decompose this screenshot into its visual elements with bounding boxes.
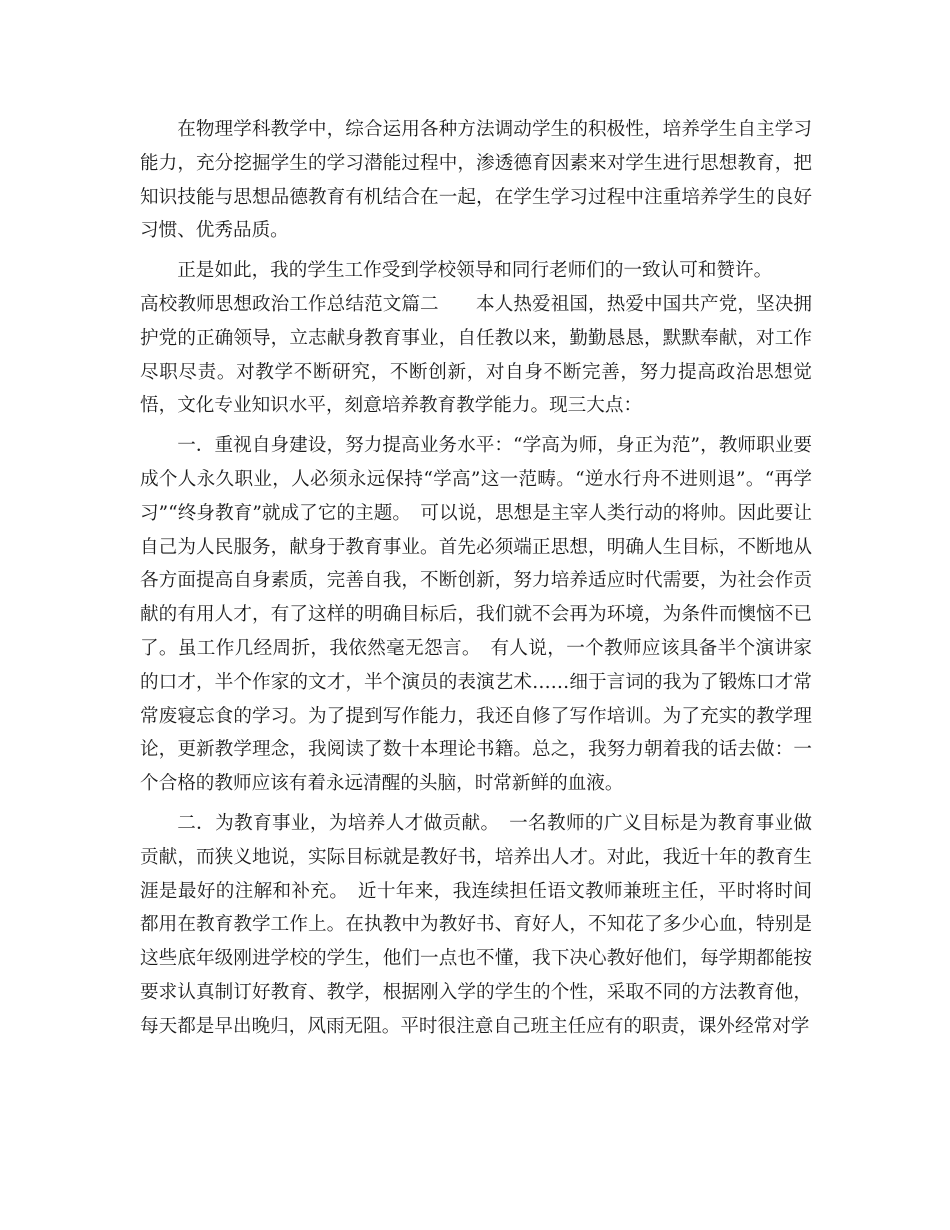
paragraph-physics-teaching: 在物理学科教学中，综合运用各种方法调动学生的积极性，培养学生自主学习能力，充分挖掘学生的学习潜能过程中，渗透德育因素来对学生进行思想教育，把知识技能与思想品德教育有机结合在一起，在学生学习过程中注重培养学生的良好习惯、优秀品质。 [140, 119, 812, 242]
paragraph-summary-intro: 高校教师思想政治工作总结范文篇二 本人热爱祖国，热爱中国共产党，坚决拥护党的正确领导，立志献身教育事业，自任教以来，勤勤恳恳，默默奉献，对工作尽职尽责。对教学不断研究，不断创新，对自身不断完善，努力提高政治思想觉悟，文化专业知识水平，刻意培养教育教学能力。现三大点： [140, 293, 812, 417]
paragraph-point-two: 二．为教育事业，为培养人才做贡献。 一名教师的广义目标是为教育事业做贡献，而狭义地说，实际目标就是教好书，培养出人才。对此，我近十年的教育生涯是最好的注解和补充。 近十年来，我连续担任语文教师兼班主任，平时将时间都用在教育教学工作上。在执教中为教好书、育好人，不知花了多少心血，特别是这些底年级刚进学校的学生，他们一点也不懂，我下决心教好他们，每学期都能按要求认真制订好教育、教学，根据刚入学的学生的个性，采取不同的方法教育他，每天都是早出晚归，风雨无阻。平时很注意自己班主任应有的职责，课外经常对学 [140, 812, 812, 1037]
document-body [140, 113, 812, 1044]
paragraph-recognition: 正是如此，我的学生工作受到学校领导和同行老师们的一致认可和赞许。 [177, 260, 773, 282]
paragraph-point-one: 一．重视自身建设，努力提高业务水平：“学高为师，身正为范”，教师职业要成个人永久职业，人必须永远保持“学高”这一范畴。“逆水行舟不进则退”。“再学习”“终身教育”就成了它的主题。 可以说，思想是主宰人类行动的将帅。因此要让自己为人民服务，献身于教育事业。首先必须端正思想，明确人生目标，不断地从各方面提高自身素质，完善自我，不断创新，努力培养适应时代需要，为社会作贡献的有用人才，有了这样的明确目标后，我们就不会再为环境，为条件而懊恼不已了。虽工作几经周折，我依然毫无怨言。 有人说，一个教师应该具备半个演讲家的口才，半个作家的文才，半个演员的表演艺术……细于言词的我为了锻炼口才常常废寝忘食的学习。为了提到写作能力，我还自修了写作培训。为了充实的教学理论，更新教学理念，我阅读了数十本理论书籍。总之，我努力朝着我的话去做：一个合格的教师应该有着永远清醒的头脑，时常新鲜的血液。 [140, 435, 812, 795]
